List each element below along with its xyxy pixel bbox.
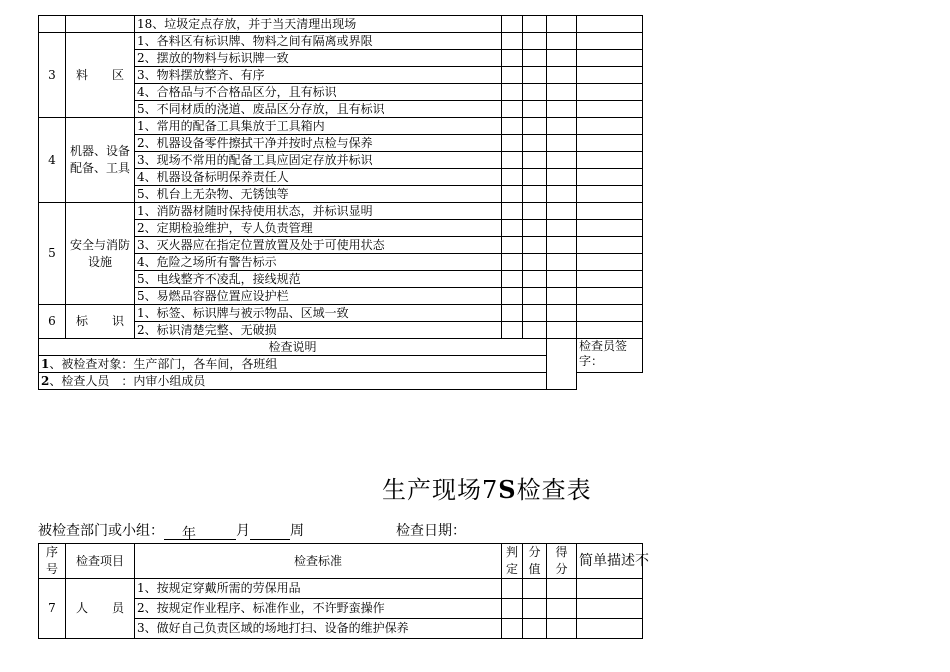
judge-cell[interactable]	[502, 271, 523, 288]
year-field[interactable]	[164, 523, 182, 540]
signer-blank[interactable]	[577, 373, 643, 390]
score-cell[interactable]	[547, 322, 577, 339]
table-row	[39, 305, 643, 322]
table-row	[39, 118, 643, 135]
desc-cell[interactable]	[577, 305, 643, 322]
header-desc: 简单描述不	[577, 544, 643, 579]
table-row	[39, 579, 643, 599]
value-cell[interactable]	[523, 254, 547, 271]
note-text: 、被检查对象：生产部门，各车间，各班组	[49, 356, 278, 371]
score-cell[interactable]	[547, 186, 577, 203]
score-cell[interactable]	[547, 16, 577, 33]
note-2	[39, 373, 547, 390]
judge-cell[interactable]	[502, 220, 523, 237]
score-cell[interactable]	[547, 305, 577, 322]
value-cell[interactable]	[523, 288, 547, 305]
value-cell[interactable]	[523, 305, 547, 322]
value-cell[interactable]	[523, 271, 547, 288]
standard-cell: 5、机台上无杂物、无锈蚀等	[135, 186, 502, 203]
standard-cell: 1、各料区有标识牌、物料之间有隔离或界限	[135, 33, 502, 50]
header-judge: 判定	[502, 544, 523, 579]
standard-cell: 3、物料摆放整齐、有序	[135, 67, 502, 84]
score-cell[interactable]	[547, 50, 577, 67]
week-label: 周	[290, 523, 304, 539]
judge-cell[interactable]	[502, 152, 523, 169]
month-field[interactable]	[196, 523, 236, 540]
standard-cell: 18、垃圾定点存放，并于当天清理出现场	[135, 16, 502, 33]
seq-cell: 4	[39, 118, 66, 203]
desc-cell[interactable]	[577, 271, 643, 288]
standard-cell: 2、按规定作业程序、标准作业，不许野蛮操作	[135, 599, 502, 619]
judge-cell[interactable]	[502, 33, 523, 50]
week-field[interactable]	[250, 523, 290, 540]
header-item: 检查项目	[66, 544, 135, 579]
desc-cell[interactable]	[577, 619, 643, 639]
judge-cell[interactable]	[502, 288, 523, 305]
judge-cell[interactable]	[502, 84, 523, 101]
standard-cell: 3、现场不常用的配备工具应固定存放并标识	[135, 152, 502, 169]
note-1	[39, 356, 547, 373]
table-row	[39, 33, 643, 50]
value-cell[interactable]	[523, 599, 547, 619]
value-cell[interactable]	[523, 16, 547, 33]
desc-cell[interactable]	[577, 16, 643, 33]
standard-cell: 2、标识清楚完整、无破损	[135, 322, 502, 339]
header-value: 分值	[523, 544, 547, 579]
value-cell[interactable]	[523, 50, 547, 67]
score-cell[interactable]	[547, 288, 577, 305]
value-cell[interactable]	[523, 186, 547, 203]
desc-cell[interactable]	[577, 288, 643, 305]
score-cell[interactable]	[547, 84, 577, 101]
header-standard: 检查标准	[135, 544, 502, 579]
value-cell[interactable]	[523, 101, 547, 118]
value-cell[interactable]	[523, 203, 547, 220]
desc-cell[interactable]	[577, 50, 643, 67]
score-cell[interactable]	[547, 33, 577, 50]
sheet-meta	[38, 520, 466, 540]
value-cell[interactable]	[523, 135, 547, 152]
judge-cell[interactable]	[502, 118, 523, 135]
header-row	[39, 544, 643, 579]
score-cell[interactable]	[547, 254, 577, 271]
standard-cell: 4、机器设备标明保养责任人	[135, 169, 502, 186]
note-number: 2	[41, 373, 50, 388]
header-seq: 序号	[39, 544, 66, 579]
standard-cell: 2、定期检验维护，专人负责管理	[135, 220, 502, 237]
header-score: 得分	[547, 544, 577, 579]
checklist-table-continued	[38, 15, 643, 390]
checklist-table-7s	[38, 543, 649, 639]
standard-cell: 2、摆放的物料与标识牌一致	[135, 50, 502, 67]
seq-cell: 7	[39, 579, 66, 639]
judge-cell[interactable]	[502, 599, 523, 619]
standard-cell: 4、合格品与不合格品区分，且有标识	[135, 84, 502, 101]
seq-cell: 5	[39, 203, 66, 305]
table-row	[39, 16, 643, 33]
score-cell[interactable]	[547, 152, 577, 169]
value-cell[interactable]	[523, 152, 547, 169]
judge-cell[interactable]	[502, 203, 523, 220]
value-cell[interactable]	[523, 169, 547, 186]
standard-cell: 3、灭火器应在指定位置放置及处于可使用状态	[135, 237, 502, 254]
judge-cell[interactable]	[502, 67, 523, 84]
desc-cell[interactable]	[577, 101, 643, 118]
desc-cell[interactable]	[577, 186, 643, 203]
signature-blank[interactable]	[547, 339, 577, 390]
score-cell[interactable]	[547, 271, 577, 288]
judge-cell[interactable]	[502, 619, 523, 639]
standard-cell: 5、易燃品容器位置应设护栏	[135, 288, 502, 305]
item-cell: 安全与消防设施	[66, 203, 135, 305]
desc-cell[interactable]	[577, 152, 643, 169]
item-cell: 料 区	[66, 33, 135, 118]
judge-cell[interactable]	[502, 135, 523, 152]
standard-cell: 5、电线整齐不凌乱，接线规范	[135, 271, 502, 288]
item-cell: 人 员	[66, 579, 135, 639]
judge-cell[interactable]	[502, 305, 523, 322]
desc-cell[interactable]	[577, 579, 643, 599]
judge-cell[interactable]	[502, 16, 523, 33]
standard-cell: 1、按规定穿戴所需的劳保用品	[135, 579, 502, 599]
score-cell[interactable]	[547, 220, 577, 237]
item-cell: 标 识	[66, 305, 135, 339]
desc-cell[interactable]	[577, 84, 643, 101]
judge-cell[interactable]	[502, 50, 523, 67]
score-cell[interactable]	[547, 67, 577, 84]
score-cell[interactable]	[547, 169, 577, 186]
score-cell[interactable]	[547, 619, 577, 639]
value-cell[interactable]	[523, 33, 547, 50]
judge-cell[interactable]	[502, 186, 523, 203]
value-cell[interactable]	[523, 220, 547, 237]
dept-label: 被检查部门或小组：	[38, 523, 164, 539]
standard-cell: 3、做好自己负责区域的场地打扫、设备的维护保养	[135, 619, 502, 639]
year-label: 年	[182, 523, 196, 540]
judge-cell[interactable]	[502, 101, 523, 118]
desc-cell[interactable]	[577, 220, 643, 237]
seq-cell	[39, 16, 66, 33]
value-cell[interactable]	[523, 84, 547, 101]
seq-cell: 3	[39, 33, 66, 118]
score-cell[interactable]	[547, 135, 577, 152]
notes-header-row	[39, 339, 643, 356]
desc-cell[interactable]	[577, 67, 643, 84]
desc-cell[interactable]	[577, 33, 643, 50]
standard-cell: 2、机器设备零件擦拭干净并按时点检与保养	[135, 135, 502, 152]
value-cell[interactable]	[523, 322, 547, 339]
standard-cell: 1、常用的配备工具集放于工具箱内	[135, 118, 502, 135]
judge-cell[interactable]	[502, 322, 523, 339]
value-cell[interactable]	[523, 118, 547, 135]
score-cell[interactable]	[547, 599, 577, 619]
value-cell[interactable]	[523, 237, 547, 254]
judge-cell[interactable]	[502, 254, 523, 271]
standard-cell: 5、不同材质的浇道、废品区分存放，且有标识	[135, 101, 502, 118]
score-cell[interactable]	[547, 579, 577, 599]
judge-cell[interactable]	[502, 237, 523, 254]
note-number: 1	[41, 356, 50, 371]
signer-label: 检查员签字：	[577, 339, 643, 373]
date-label: 检查日期：	[396, 523, 466, 539]
standard-cell: 1、标签、标识牌与被示物品、区域一致	[135, 305, 502, 322]
note-text: 、检查人员 ：内审小组成员	[49, 373, 206, 388]
desc-cell[interactable]	[577, 203, 643, 220]
score-cell[interactable]	[547, 203, 577, 220]
score-cell[interactable]	[547, 118, 577, 135]
item-cell: 机器、设备配备、工具	[66, 118, 135, 203]
notes-header: 检查说明	[39, 339, 547, 356]
sheet-title: 生产现场7S检查表	[382, 475, 592, 504]
standard-cell: 4、危险之场所有警告标示	[135, 254, 502, 271]
value-cell[interactable]	[523, 579, 547, 599]
desc-cell[interactable]	[577, 135, 643, 152]
table-row	[39, 203, 643, 220]
desc-cell[interactable]	[577, 118, 643, 135]
score-cell[interactable]	[547, 101, 577, 118]
judge-cell[interactable]	[502, 579, 523, 599]
value-cell[interactable]	[523, 67, 547, 84]
item-cell	[66, 16, 135, 33]
desc-cell[interactable]	[577, 599, 643, 619]
judge-cell[interactable]	[502, 169, 523, 186]
value-cell[interactable]	[523, 619, 547, 639]
desc-cell[interactable]	[577, 237, 643, 254]
month-label: 月	[236, 523, 250, 539]
desc-cell[interactable]	[577, 169, 643, 186]
standard-cell: 1、消防器材随时保持使用状态，并标识显明	[135, 203, 502, 220]
seq-cell: 6	[39, 305, 66, 339]
score-cell[interactable]	[547, 237, 577, 254]
desc-cell[interactable]	[577, 322, 643, 339]
desc-cell[interactable]	[577, 254, 643, 271]
